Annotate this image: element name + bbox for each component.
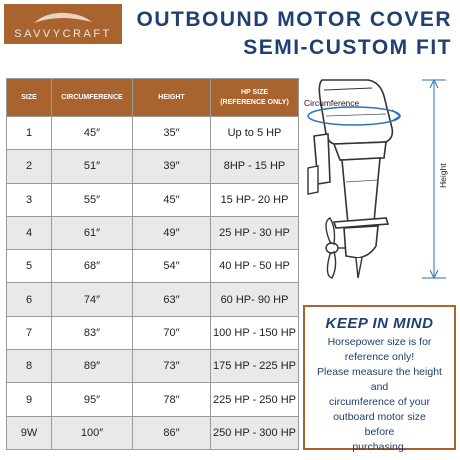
cell-height: 86″ — [133, 416, 211, 449]
table-row — [7, 316, 299, 349]
header-height: HEIGHT — [133, 79, 211, 117]
cell-circumference: 95″ — [52, 383, 133, 416]
cell-circumference: 83″ — [52, 316, 133, 349]
cell-height: 39″ — [133, 150, 211, 183]
cell-circumference: 45″ — [52, 117, 133, 150]
cell-size: 5 — [7, 250, 52, 283]
height-label: Height — [438, 163, 448, 188]
table-row — [7, 283, 299, 316]
cell-hp: 25 HP - 30 HP — [211, 216, 299, 249]
cell-size: 3 — [7, 183, 52, 216]
header-hp-size-title: HP SIZE — [240, 88, 269, 96]
table-row — [7, 216, 299, 249]
cell-circumference: 61″ — [52, 216, 133, 249]
keep-in-mind-title: KEEP IN MIND — [325, 315, 434, 332]
outboard-motor-diagram — [300, 72, 460, 292]
cell-circumference: 74″ — [52, 283, 133, 316]
cell-size: 9W — [7, 416, 52, 449]
notice-line: circumference of your — [329, 396, 430, 408]
table-row — [7, 117, 299, 150]
notice-line: before — [364, 426, 395, 438]
motor-gearcase — [344, 226, 378, 258]
cell-size: 7 — [7, 316, 52, 349]
cell-hp: 60 HP- 90 HP — [211, 283, 299, 316]
table-row — [7, 250, 299, 283]
page-title-line-2: SEMI-CUSTOM FIT — [243, 36, 452, 59]
cell-height: 49″ — [133, 216, 211, 249]
table-header-row — [7, 79, 299, 117]
header-size: SIZE — [7, 79, 52, 117]
header-circumference: CIRCUMFERENCE — [52, 79, 133, 117]
motor-shaft — [342, 158, 380, 224]
cell-size: 9 — [7, 383, 52, 416]
notice-line: reference only! — [344, 351, 415, 363]
cell-hp: 100 HP - 150 HP — [211, 316, 299, 349]
cell-hp: 8HP - 15 HP — [211, 150, 299, 183]
cell-height: 54″ — [133, 250, 211, 283]
cell-height: 35″ — [133, 117, 211, 150]
cell-hp: 225 HP - 250 HP — [211, 383, 299, 416]
cell-height: 63″ — [133, 283, 211, 316]
cell-hp: 250 HP - 300 HP — [211, 416, 299, 449]
cell-circumference: 55″ — [52, 183, 133, 216]
cell-circumference: 100″ — [52, 416, 133, 449]
table-row — [7, 383, 299, 416]
table-row — [7, 183, 299, 216]
keep-in-mind-text — [309, 335, 450, 455]
cell-hp: 15 HP- 20 HP — [211, 183, 299, 216]
table-row — [7, 416, 299, 449]
keep-in-mind-box — [303, 305, 456, 453]
cell-height: 78″ — [133, 383, 211, 416]
cell-size: 4 — [7, 216, 52, 249]
size-chart-table — [6, 78, 299, 450]
cell-hp: 175 HP - 225 HP — [211, 350, 299, 383]
notice-line: purchasing. — [352, 441, 407, 453]
table-row — [7, 350, 299, 383]
cell-size: 2 — [7, 150, 52, 183]
table-row — [7, 150, 299, 183]
cell-height: 45″ — [133, 183, 211, 216]
page-title-line-1: OUTBOUND MOTOR COVER — [136, 8, 452, 31]
circumference-label: Circumference — [304, 98, 360, 108]
cell-size: 1 — [7, 117, 52, 150]
brand-logo — [4, 4, 122, 44]
notice-line: Horsepower size is for — [327, 336, 432, 348]
cell-circumference: 89″ — [52, 350, 133, 383]
motor-propeller-blade — [327, 252, 335, 278]
cell-circumference: 51″ — [52, 150, 133, 183]
cell-height: 70″ — [133, 316, 211, 349]
cell-hp: Up to 5 HP — [211, 117, 299, 150]
cell-size: 8 — [7, 350, 52, 383]
header-hp-size-note: (REFERENCE ONLY) — [220, 98, 289, 106]
cell-size: 6 — [7, 283, 52, 316]
motor-propeller-hub — [326, 243, 338, 253]
boat-silhouette-icon — [32, 10, 94, 26]
notice-line: outboard motor size — [333, 411, 426, 423]
notice-line: Please measure the height and — [317, 366, 442, 393]
cell-height: 73″ — [133, 350, 211, 383]
brand-name: SAVVYCRAFT — [14, 28, 112, 40]
cell-circumference: 68″ — [52, 250, 133, 283]
cell-hp: 40 HP - 50 HP — [211, 250, 299, 283]
header-hp-size — [211, 79, 299, 117]
